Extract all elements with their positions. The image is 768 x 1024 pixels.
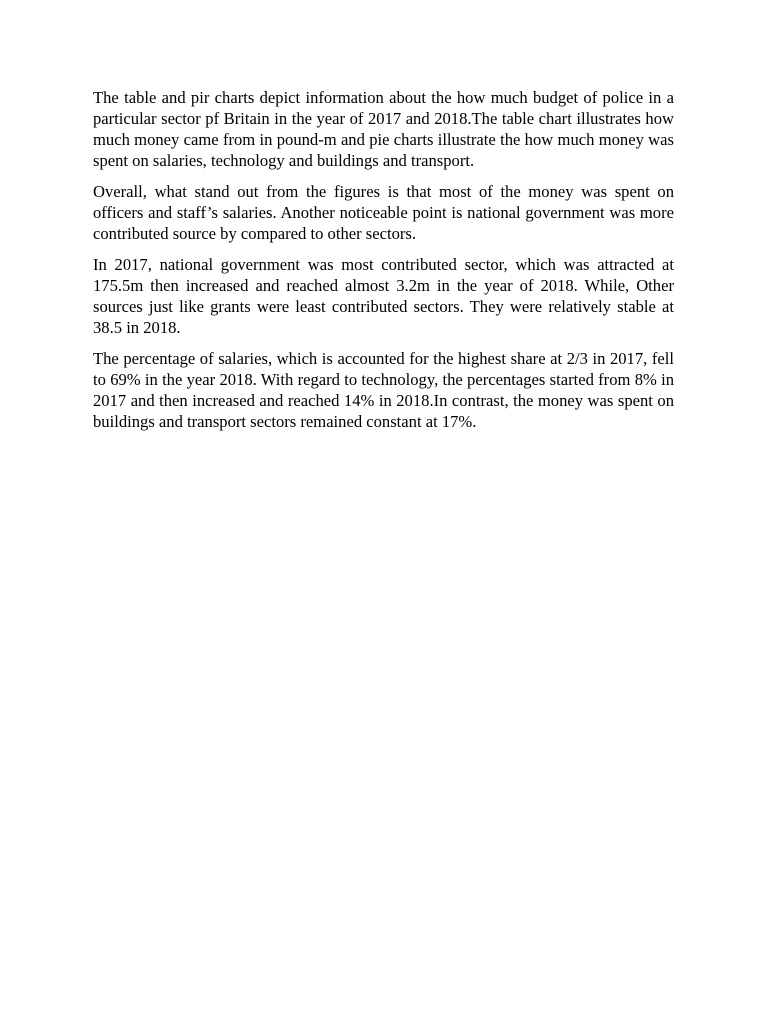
- paragraph-overview: Overall, what stand out from the figures is that most of the money was spent on officers and staff’s salaries. Another noticeable point is national government was more contributed source by compared to other sectors.: [93, 182, 674, 243]
- document-page: [93, 87, 674, 442]
- paragraph-spending: The percentage of salaries, which is accounted for the highest share at 2/3 in 2017, fell to 69% in the year 2018. With regard to technology, the percentages started from 8% in 2017 and then increased and reached 14% in 2018.In contrast, the money was spent on buildings and transport sectors remained constant at 17%.: [93, 349, 674, 431]
- paragraph-introduction: The table and pir charts depict information about the how much budget of police in a particular sector pf Britain in the year of 2017 and 2018.The table chart illustrates how much money came from in pound-m and pie charts illustrate the how much money was spent on salaries, technology and buildings and transport.: [93, 88, 674, 170]
- paragraph-funding-sources: In 2017, national government was most contributed sector, which was attracted at 175.5m then increased and reached almost 3.2m in the year of 2018. While, Other sources just like grants were least contributed sectors. They were relatively stable at 38.5 in 2018.: [93, 255, 674, 337]
